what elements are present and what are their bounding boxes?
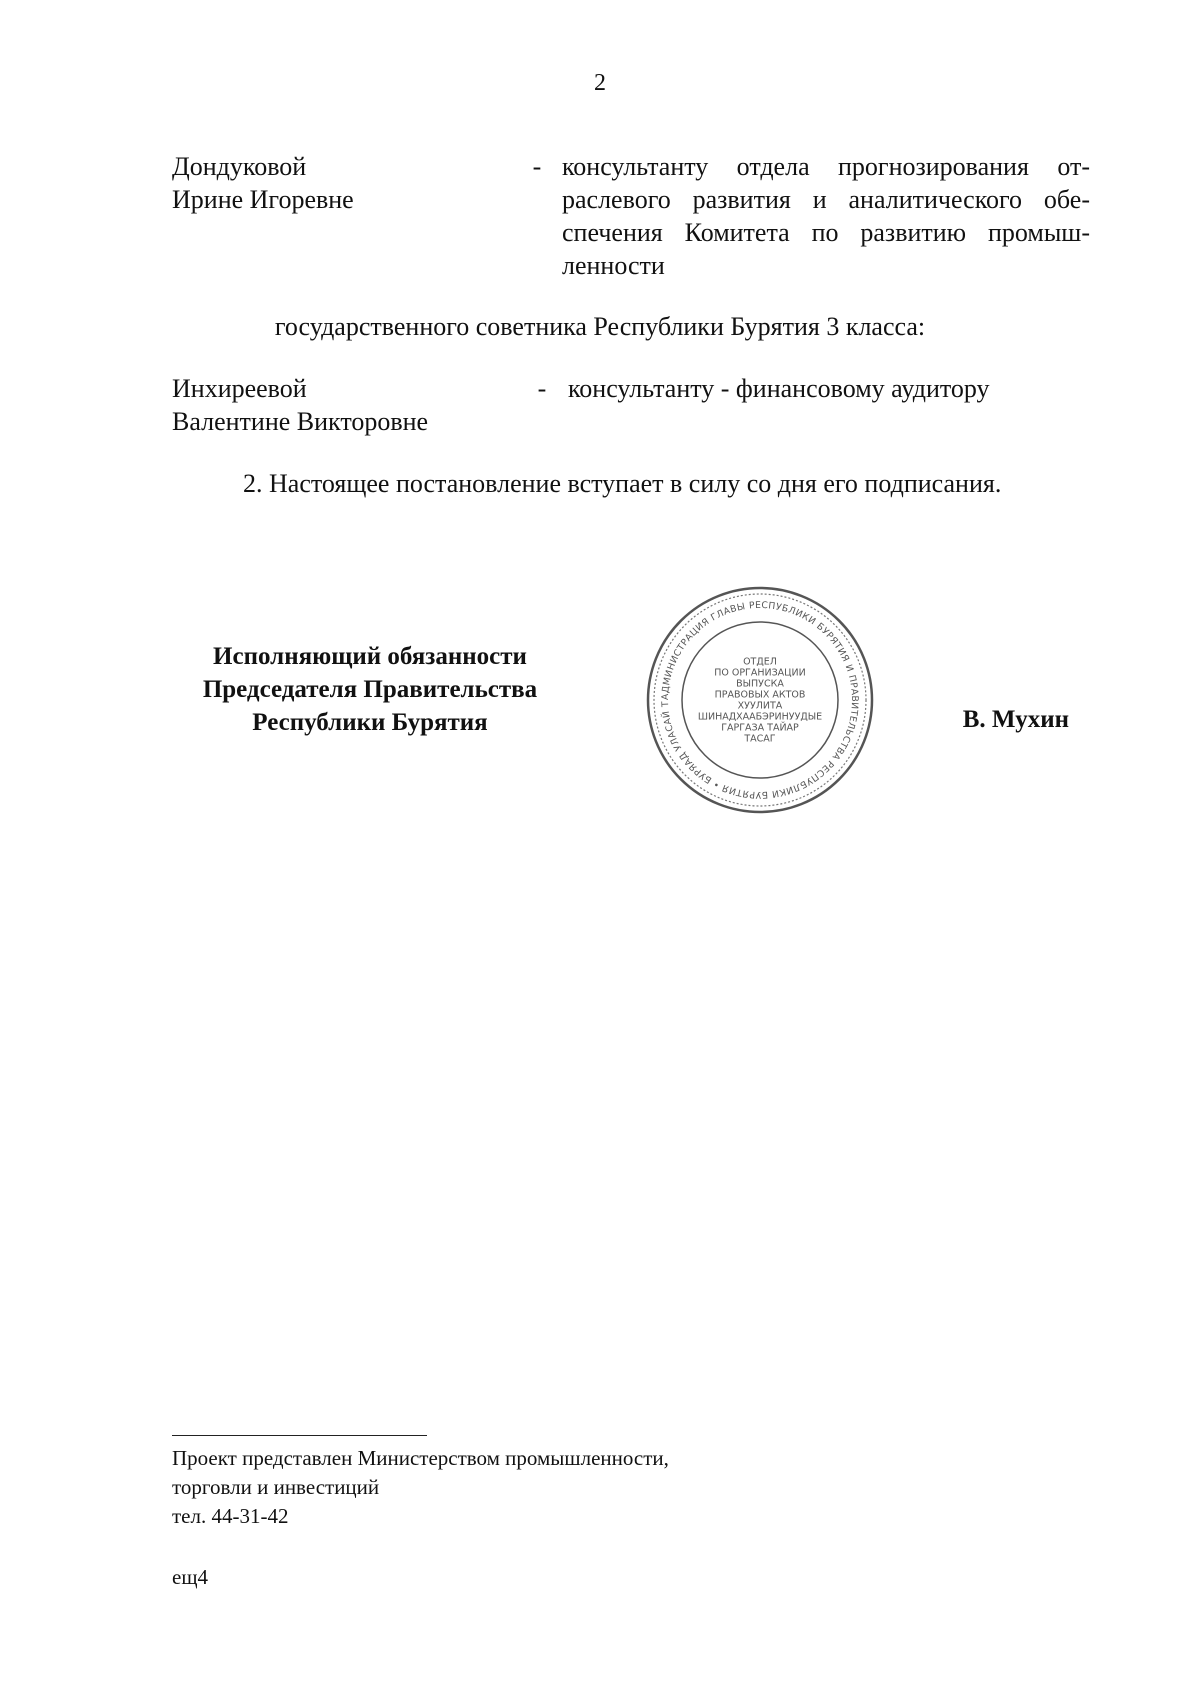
signatory-title-line: Исполняющий обязанности [213,643,527,670]
duty-line: раслевого развития и аналитического обе- [562,185,1090,214]
seal-center-line: ПРАВОВЫХ АКТОВ [714,689,806,701]
duty-line: спечения Комитета по развитию промыш- [562,218,1090,247]
duty-line: консультанту отдела прогнозирования от- [562,152,1090,181]
appointment-dash: - [532,152,542,181]
seal-graphic [640,580,880,820]
appointee-given-names: Ирине Игоревне [172,185,354,214]
seal-ring-text: АДМИНИСТРАЦИЯ ГЛАВЫ РЕСПУБЛИКИ БУРЯТИЯ И ПРАВИТЕЛЬСТВА РЕСПУБЛИКИ БУРЯТИЯ • БУРЯАД УЛАСАЙ Т [659,599,861,801]
appointment-dash: - [537,374,547,403]
signatory-name: В. Мухин [962,706,1069,733]
appointment-duty: консультанту - финансовому аудитору [568,374,990,403]
seal-center-line: ОТДЕЛ [743,656,777,668]
seal-center-line: ГАРГАЗА ТАЙАР [721,722,799,734]
clause-2: 2. Настоящее постановление вступает в силу со дня его подписания. [243,469,1002,498]
official-seal [640,580,880,820]
footnote-line: торговли и инвестиций [172,1475,380,1499]
document-code: ещ4 [172,1565,208,1589]
seal-center-line: ШИНАДХААБЭРИНУУДЫЕ [697,711,823,723]
footnote-line: тел. 44-31-42 [172,1504,289,1528]
footnote-divider [172,1435,427,1436]
appointee-given-names: Валентине Викторовне [172,407,429,436]
seal-center-line: ПО ОРГАНИЗАЦИИ [714,667,806,679]
seal-center-line: ХУУЛИТА [737,700,783,712]
page-number: 2 [594,70,606,96]
appointee-surname: Дондуковой [172,152,307,181]
footnote-line: Проект представлен Министерством промышленности, [172,1446,669,1470]
appointment-duty [562,150,1090,282]
seal-center-line: ВЫПУСКА [736,678,784,690]
rank-heading: государственного советника Республики Бурятия 3 класса: [274,312,926,341]
signatory-title-line: Председателя Правительства [202,676,538,703]
signatory-title-line: Республики Бурятия [252,709,488,736]
appointee-surname: Инхиреевой [172,374,307,403]
signatory-title [170,640,570,739]
seal-center-text [698,657,822,745]
duty-line: ленности [562,251,665,280]
seal-center-line: ТАСАГ [744,733,776,745]
